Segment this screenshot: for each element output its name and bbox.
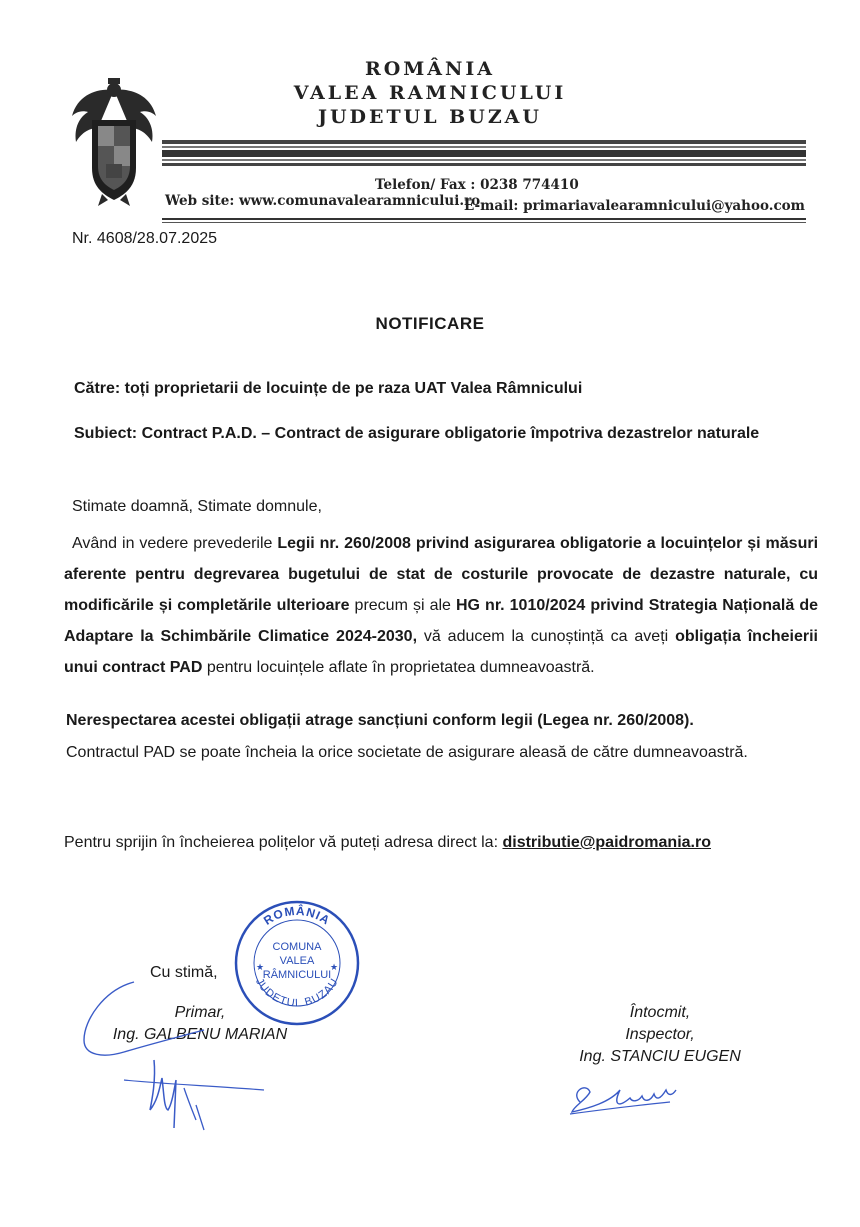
header-email: E-mail: primariavalearamnicului@yahoo.com — [464, 198, 805, 214]
stamp-line-1: COMUNA — [272, 941, 322, 953]
support-line: Pentru sprijin în încheierea polițelor vă puteți adresa direct la: distributie@paidromania.ro — [64, 834, 711, 851]
preparer-role: Inspector, — [625, 1026, 695, 1043]
mayor-role: Primar, — [174, 1004, 226, 1021]
document-title: NOTIFICARE — [375, 314, 485, 333]
stamp-bottom-text: JUDETUL BUZAU — [252, 976, 342, 1010]
mayor-signature — [64, 960, 284, 1140]
stamp-line-3: RÂMNICULUI — [262, 969, 332, 981]
stamp-top-text: ROMÂNIA — [261, 903, 333, 928]
header-commune: VALEA RAMNICULUI — [293, 82, 567, 104]
subject-line: Subiect: Contract P.A.D. – Contract de asigurare obligatorie împotriva dezastrelor naturale — [74, 425, 760, 442]
closing-text: Cu stimă, — [150, 964, 218, 981]
header-country: ROMÂNIA — [364, 58, 496, 80]
main-paragraph: Având in vedere prevederile Legii nr. 260/2008 privind asigurarea obligatorie a locuințelor și măsuri aferente pentru degrevarea bugetului de stat de costurile provocate de dezastre naturale, cu modificările și completările ulterioare precum și ale HG nr. 1010/2024 privind Strategia Națională de Adaptare la Schimbările Climatice 2024-2030, vă aducem la cunoștință ca aveți obligația încheierii unui contract PAD pentru locuințele aflate în proprietatea dumneavoastră. — [64, 535, 819, 676]
mayor-name: Ing. GALBENU MARIAN — [112, 1026, 288, 1043]
preparer-signature — [560, 1072, 700, 1122]
svg-text:★: ★ — [330, 962, 339, 972]
preparer-label: Întocmit, — [629, 1004, 691, 1021]
support-email-link[interactable]: distributie@paidromania.ro — [502, 834, 711, 851]
preparer-name: Ing. STANCIU EUGEN — [579, 1048, 741, 1065]
greeting: Stimate doamnă, Stimate domnule, — [72, 498, 322, 515]
document-number: Nr. 4608/28.07.2025 — [72, 230, 218, 247]
header-website: Web site: www.comunavalearamnicului.ro — [165, 193, 481, 209]
recipient-line: Către: toți proprietarii de locuințe de pe raza UAT Valea Râmnicului — [74, 380, 583, 397]
coat-of-arms-logo — [68, 76, 160, 208]
header-county: JUDETUL BUZAU — [317, 106, 542, 128]
header-phone: Telefon/ Fax : 0238 774410 — [375, 177, 579, 193]
svg-text:★: ★ — [256, 962, 265, 972]
stamp-line-2: VALEA — [279, 955, 315, 967]
sanction-notice: Nerespectarea acestei obligații atrage sancțiuni conform legii (Legea nr. 260/2008). — [66, 712, 694, 729]
contract-paragraph: Contractul PAD se poate încheia la orice societate de asigurare aleasă de către dumneavoastră. — [66, 744, 748, 761]
